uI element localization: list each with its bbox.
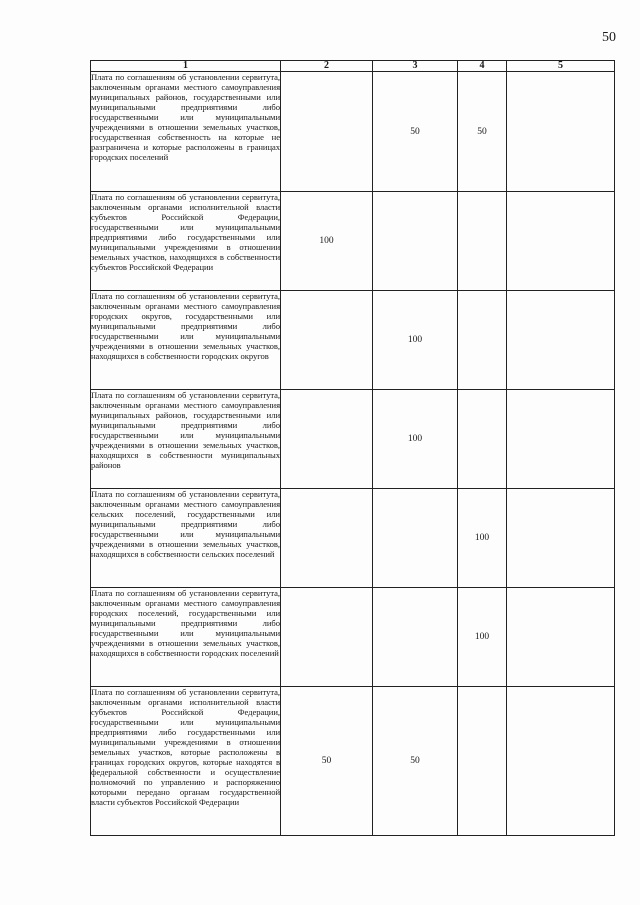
page-number: 50 xyxy=(602,30,616,45)
cell-col4 xyxy=(458,291,507,390)
row-description: Плата по соглашениям об установлении сервитута, заключенным органами исполнительной власти субъектов Российской Федерации, государственными или муниципальными предприятиями либо государственными или муниципальными учреждениями в отношении земельных участков, которые расположены в границах городских округов, которые находятся в федеральной собственности и осуществление полномочий по управлению и распоряжению которыми передано органам государственной власти субъектов Российской Федерации xyxy=(91,687,281,836)
cell-col5 xyxy=(507,192,615,291)
table-row xyxy=(91,489,615,588)
cell-col3: 100 xyxy=(373,291,458,390)
cell-col4 xyxy=(458,192,507,291)
cell-col3 xyxy=(373,588,458,687)
column-header-5: 5 xyxy=(507,61,615,72)
cell-col5 xyxy=(507,390,615,489)
cell-col4: 50 xyxy=(458,72,507,192)
row-description: Плата по соглашениям об установлении сервитута, заключенным органами местного самоуправления городских поселений, государственными или муниципальными предприятиями либо государственными или муниципальными учреждениями в отношении земельных участков, находящихся в собственности городских поселений xyxy=(91,588,281,687)
table-row xyxy=(91,588,615,687)
row-description: Плата по соглашениям об установлении сервитута, заключенным органами местного самоуправления муниципальных районов, государственными или муниципальными предприятиями либо государственными или муниципальными учреждениями в отношении земельных участков, государственная собственность на которые не разграничена и которые расположены в границах городских поселений xyxy=(91,72,281,192)
row-description: Плата по соглашениям об установлении сервитута, заключенным органами исполнительной власти субъектов Российской Федерации, государственными или муниципальными предприятиями либо государственными или муниципальными учреждениями в отношении земельных участков, находящихся в собственности субъектов Российской Федерации xyxy=(91,192,281,291)
cell-col3: 50 xyxy=(373,687,458,836)
row-description: Плата по соглашениям об установлении сервитута, заключенным органами местного самоуправления сельских поселений, государственными или муниципальными предприятиями либо государственными или муниципальными учреждениями в отношении земельных участков, находящихся в собственности сельских поселений xyxy=(91,489,281,588)
column-header-4: 4 xyxy=(458,61,507,72)
column-header-3: 3 xyxy=(373,61,458,72)
table-row xyxy=(91,291,615,390)
table-row xyxy=(91,390,615,489)
revenue-distribution-table xyxy=(90,60,615,836)
cell-col3 xyxy=(373,192,458,291)
cell-col2 xyxy=(281,72,373,192)
cell-col2: 100 xyxy=(281,192,373,291)
cell-col5 xyxy=(507,687,615,836)
cell-col4: 100 xyxy=(458,588,507,687)
cell-col2 xyxy=(281,588,373,687)
cell-col5 xyxy=(507,588,615,687)
cell-col5 xyxy=(507,72,615,192)
table-row xyxy=(91,192,615,291)
cell-col3: 50 xyxy=(373,72,458,192)
cell-col4: 100 xyxy=(458,489,507,588)
cell-col3: 100 xyxy=(373,390,458,489)
row-description: Плата по соглашениям об установлении сервитута, заключенным органами местного самоуправления городских округов, государственными или муниципальными предприятиями либо государственными или муниципальными учреждениями в отношении земельных участков, находящихся в собственности городских округов xyxy=(91,291,281,390)
column-header-1: 1 xyxy=(91,61,281,72)
table-row xyxy=(91,72,615,192)
cell-col5 xyxy=(507,291,615,390)
cell-col2 xyxy=(281,390,373,489)
table-row xyxy=(91,687,615,836)
cell-col2 xyxy=(281,291,373,390)
cell-col3 xyxy=(373,489,458,588)
cell-col4 xyxy=(458,687,507,836)
header-row xyxy=(91,61,615,72)
cell-col5 xyxy=(507,489,615,588)
cell-col2 xyxy=(281,489,373,588)
column-header-2: 2 xyxy=(281,61,373,72)
cell-col4 xyxy=(458,390,507,489)
cell-col2: 50 xyxy=(281,687,373,836)
row-description: Плата по соглашениям об установлении сервитута, заключенным органами местного самоуправления муниципальных районов, государственными или муниципальными предприятиями либо государственными или муниципальными учреждениями в отношении земельных участков, находящихся в собственности муниципальных районов xyxy=(91,390,281,489)
